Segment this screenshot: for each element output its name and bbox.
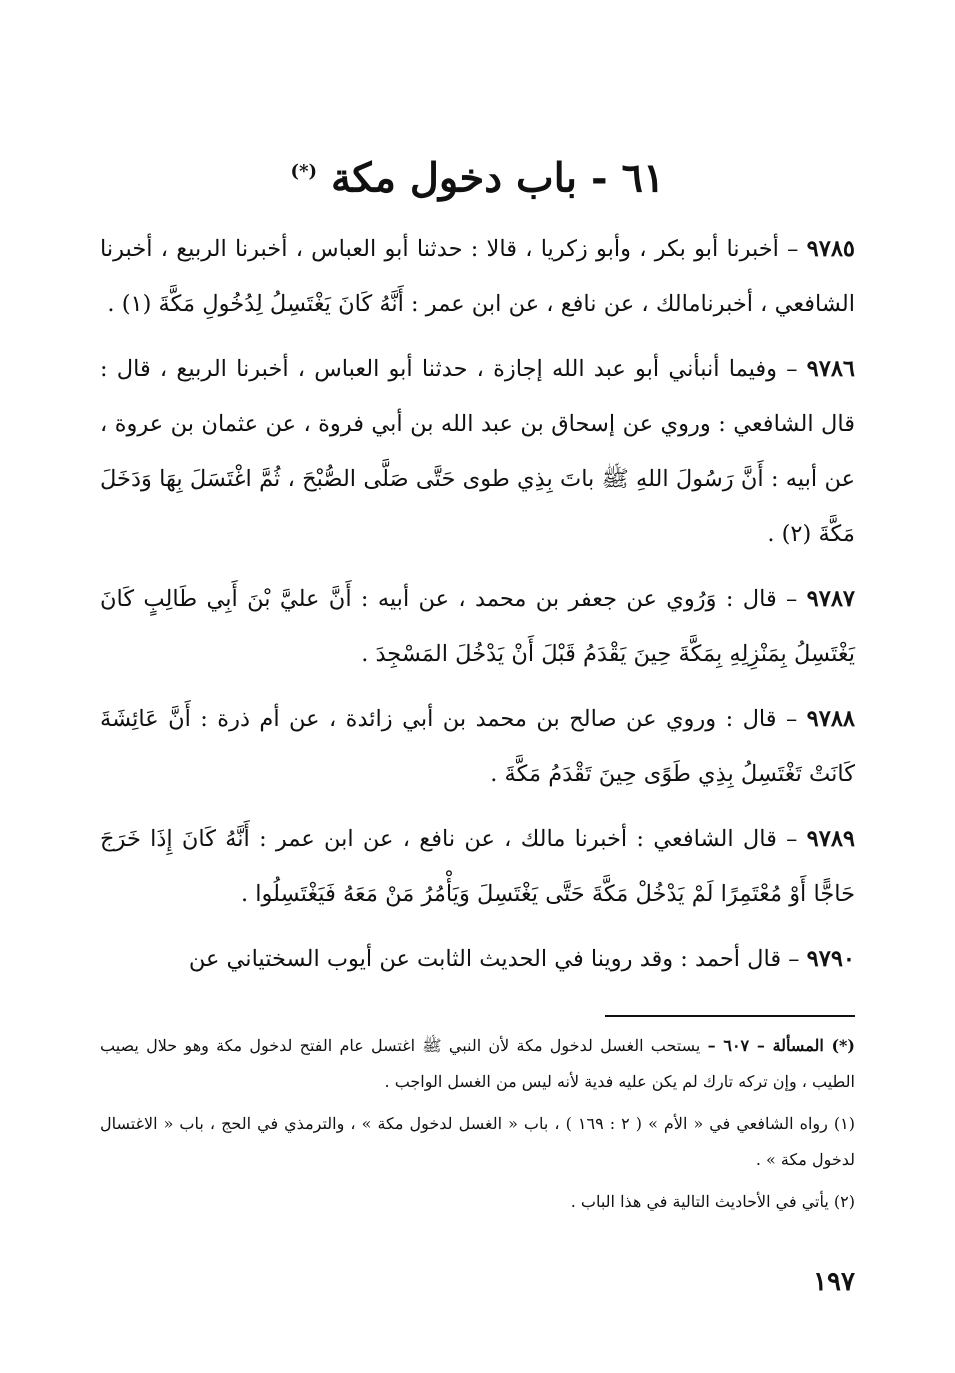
chapter-title: باب دخول مكة [330,154,577,202]
page-number: ١٩٧ [813,1267,855,1297]
hadith-paragraph [100,222,855,332]
footnote-divider [605,1015,855,1017]
chapter-number: ٦١ [621,154,665,202]
hadith-text: – قال : وروي عن صالح بن محمد بن أبي زائدة ، عن أم ذرة : أَنَّ عَائِشَةَ كَانَتْ تَغْتَسِلُ بِذِي طَوًى حِينَ تَقْدَمُ مَكَّةَ . [100,706,855,787]
hadith-paragraph [100,572,855,682]
footnotes [100,1028,855,1226]
footnote-label: (*) المسألة – ٦٠٧ – [707,1036,855,1055]
footnote [100,1106,855,1178]
hadith-number: ٩٧٨٦ [806,356,855,382]
hadith-number: ٩٧٨٩ [806,826,855,852]
hadith-text: – وفيما أنبأني أبو عبد الله إجازة ، حدثنا أبو العباس ، أخبرنا الربيع ، قال : قال الشافعي : وروي عن إسحاق بن عبد الله بن أبي فروة ، عن عثمان بن عروة ، عن أبيه : أَنَّ رَسُولَ اللهِ ﷺ باتَ بِذِي طوى حَتَّى صَلَّى الصُّبْحَ ، ثُمَّ اغْتَسَلَ بِهَا وَدَخَلَ مَكَّةَ (٢) . [100,356,855,547]
hadith-body [100,222,855,997]
hadith-text: – قال : وَرُوي عن جعفر بن محمد ، عن أبيه : أَنَّ عليَّ بْنَ أَبِي طَالِبٍ كَانَ يَغْتَسِلُ بِمَنْزِلِهِ بِمَكَّةَ حِينَ يَقْدَمُ قَبْلَ أَنْ يَدْخُلَ المَسْجِدَ . [100,586,855,667]
footnote-label: (١) [833,1114,856,1133]
footnote [100,1028,855,1100]
hadith-text: – قال الشافعي : أخبرنا مالك ، عن نافع ، عن ابن عمر : أَنَّهُ كَانَ إِذَا خَرَجَ حَاجًّا أَوْ مُعْتَمِرًا لَمْ يَدْخُلْ مَكَّةَ حَتَّى يَغْتَسِلَ وَيَأْمُرُ مَنْ مَعَهُ فَيَغْتَسِلُوا . [100,826,855,907]
hadith-paragraph [100,342,855,562]
chapter-heading [0,142,955,208]
footnote [100,1184,855,1220]
footnote-text: رواه الشافعي في « الأم » ( ٢ : ١٦٩ ) ، باب « الغسل لدخول مكة » ، والترمذي في الحج ، باب « الاغتسال لدخول مكة » . [100,1114,855,1169]
footnote-label: (٢) [833,1192,855,1211]
hadith-paragraph [100,692,855,802]
hadith-paragraph [100,812,855,922]
footnote-text: يأتي في الأحاديث التالية في هذا الباب . [570,1192,829,1211]
hadith-number: ٩٧٨٥ [806,236,855,262]
hadith-text: – قال أحمد : وقد روينا في الحديث الثابت عن أيوب السختياني عن [188,946,800,972]
hadith-number: ٩٧٨٧ [806,586,855,612]
footnote-text: يستحب الغسل لدخول مكة لأن النبي ﷺ اغتسل عام الفتح لدخول مكة وهو حلال يصيب الطيب ، وإن تركه تارك لم يكن عليه فدية لأنه ليس من الغسل الواجب . [100,1036,855,1091]
hadith-text: – أخبرنا أبو بكر ، وأبو زكريا ، قالا : حدثنا أبو العباس ، أخبرنا الربيع ، أخبرنا الشافعي ، أخبرنامالك ، عن نافع ، عن ابن عمر : أَنَّهُ كَانَ يَغْتَسِلُ لِدُخُولِ مَكَّةَ (١) . [100,236,855,317]
chapter-footnote-marker: (*) [290,161,317,182]
chapter-dash: - [590,154,608,202]
hadith-paragraph [100,932,855,987]
hadith-number: ٩٧٨٨ [806,706,855,732]
hadith-number: ٩٧٩٠ [806,946,855,972]
